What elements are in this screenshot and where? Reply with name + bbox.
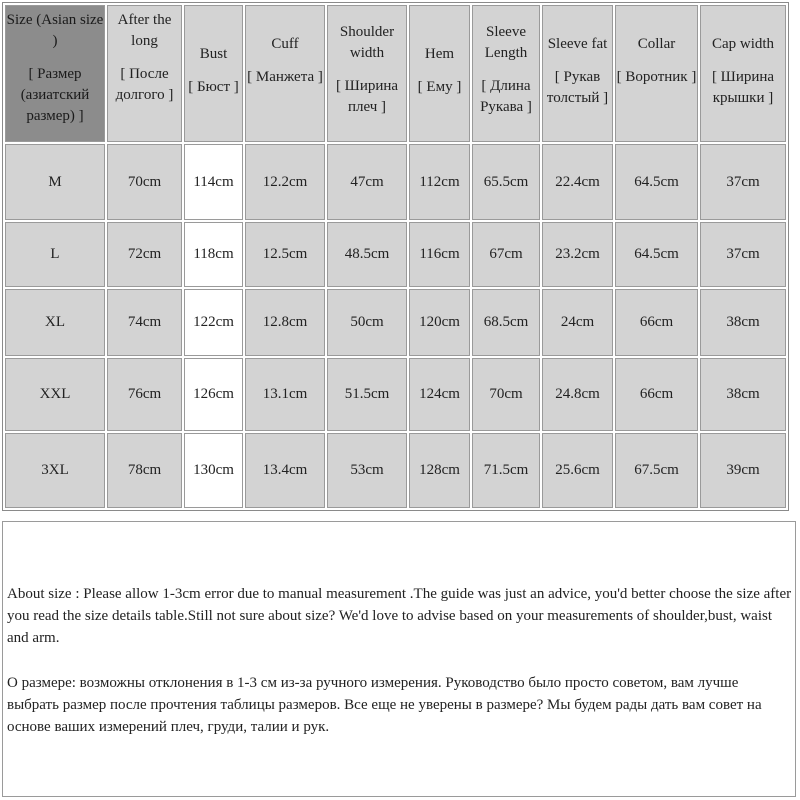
header-cap-width-en: Cap width xyxy=(711,36,775,52)
header-cap-width-ru: [ Ширина крышки ] xyxy=(711,69,775,106)
header-cuff xyxy=(245,5,325,142)
size-cell: 3XL xyxy=(5,433,105,508)
cap-width-cell: 38cm xyxy=(700,289,786,356)
table-row xyxy=(5,433,786,508)
collar-cell: 66cm xyxy=(615,358,698,431)
collar-cell: 64.5cm xyxy=(615,222,698,287)
sleeve-length-cell: 65.5cm xyxy=(472,144,540,220)
sleeve-fat-cell: 24.8cm xyxy=(542,358,613,431)
header-bust-en: Bust xyxy=(199,46,228,62)
after-the-long-cell: 76cm xyxy=(107,358,182,431)
sleeve-fat-cell: 23.2cm xyxy=(542,222,613,287)
header-collar xyxy=(615,5,698,142)
cuff-cell: 13.4cm xyxy=(245,433,325,508)
bust-cell: 118cm xyxy=(184,222,243,287)
header-row xyxy=(5,5,786,142)
bust-cell: 122cm xyxy=(184,289,243,356)
header-shoulder-width-en: Shoulder width xyxy=(339,24,395,61)
header-bust-ru: [ Бюст ] xyxy=(188,79,239,95)
sleeve-fat-cell: 25.6cm xyxy=(542,433,613,508)
after-the-long-cell: 70cm xyxy=(107,144,182,220)
header-size xyxy=(5,5,105,142)
sleeve-length-cell: 67cm xyxy=(472,222,540,287)
sleeve-length-cell: 71.5cm xyxy=(472,433,540,508)
shoulder-width-cell: 50cm xyxy=(327,289,407,356)
sleeve-fat-cell: 24cm xyxy=(542,289,613,356)
cap-width-cell: 38cm xyxy=(700,358,786,431)
header-cap-width xyxy=(700,5,786,142)
collar-cell: 67.5cm xyxy=(615,433,698,508)
size-cell: XL xyxy=(5,289,105,356)
header-shoulder-width xyxy=(327,5,407,142)
hem-cell: 120cm xyxy=(409,289,470,356)
header-shoulder-width-ru: [ Ширина плеч ] xyxy=(335,78,399,115)
header-hem-en: Hem xyxy=(424,46,455,62)
header-sleeve-fat-en: Sleeve fat xyxy=(547,36,608,52)
table-row xyxy=(5,144,786,220)
bust-cell: 114cm xyxy=(184,144,243,220)
after-the-long-cell: 72cm xyxy=(107,222,182,287)
size-note-russian: О размере: возможны отклонения в 1-3 см из-за ручного измерения. Руководство было просто советом, вам лучше выбрать размер после прочтения таблицы размеров. Все еще не уверены в размере? Мы будем рады дать вам совет на основе ваших измерений плеч, груди, талии и рук. xyxy=(7,675,762,735)
cap-width-cell: 37cm xyxy=(700,144,786,220)
cap-width-cell: 37cm xyxy=(700,222,786,287)
shoulder-width-cell: 47cm xyxy=(327,144,407,220)
table-row xyxy=(5,289,786,356)
sleeve-length-cell: 70cm xyxy=(472,358,540,431)
header-sleeve-fat xyxy=(542,5,613,142)
cuff-cell: 12.5cm xyxy=(245,222,325,287)
header-after-the-long-en: After the long xyxy=(117,12,172,49)
header-hem-ru: [ Ему ] xyxy=(417,79,462,95)
cap-width-cell: 39cm xyxy=(700,433,786,508)
header-cuff-ru: [ Манжета ] xyxy=(247,69,323,85)
cuff-cell: 12.8cm xyxy=(245,289,325,356)
header-collar-en: Collar xyxy=(637,36,676,52)
sleeve-fat-cell: 22.4cm xyxy=(542,144,613,220)
bust-cell: 130cm xyxy=(184,433,243,508)
after-the-long-cell: 74cm xyxy=(107,289,182,356)
size-note-box xyxy=(2,521,796,797)
hem-cell: 112cm xyxy=(409,144,470,220)
size-chart-table xyxy=(2,2,789,511)
header-sleeve-length-en: Sleeve Length xyxy=(484,24,528,61)
size-cell: XXL xyxy=(5,358,105,431)
cuff-cell: 13.1cm xyxy=(245,358,325,431)
size-cell: L xyxy=(5,222,105,287)
header-collar-ru: [ Воротник ] xyxy=(616,69,697,85)
header-sleeve-fat-ru: [ Рукав толстый ] xyxy=(546,69,609,106)
table-row xyxy=(5,222,786,287)
header-bust xyxy=(184,5,243,142)
collar-cell: 66cm xyxy=(615,289,698,356)
shoulder-width-cell: 51.5cm xyxy=(327,358,407,431)
table-row xyxy=(5,358,786,431)
header-cuff-en: Cuff xyxy=(271,36,299,52)
hem-cell: 116cm xyxy=(409,222,470,287)
hem-cell: 124cm xyxy=(409,358,470,431)
sleeve-length-cell: 68.5cm xyxy=(472,289,540,356)
header-hem xyxy=(409,5,470,142)
cuff-cell: 12.2cm xyxy=(245,144,325,220)
shoulder-width-cell: 53cm xyxy=(327,433,407,508)
after-the-long-cell: 78cm xyxy=(107,433,182,508)
hem-cell: 128cm xyxy=(409,433,470,508)
header-after-the-long xyxy=(107,5,182,142)
header-sleeve-length xyxy=(472,5,540,142)
bust-cell: 126cm xyxy=(184,358,243,431)
size-cell: M xyxy=(5,144,105,220)
header-sleeve-length-ru: [ Длина Рукава ] xyxy=(480,78,532,115)
header-size-en: Size (Asian size ) xyxy=(6,12,104,49)
size-note-english: About size : Please allow 1-3cm error due to manual measurement .The guide was just an advice, you'd better choose the size after you read the size details table.Still not sure about size? We'd love to advise based on your measurements of shoulder,bust, waist and arm. xyxy=(7,586,792,646)
header-after-the-long-ru: [ После долгого ] xyxy=(115,66,174,103)
header-size-ru: [ Размер (азиатский размер) ] xyxy=(20,66,90,124)
collar-cell: 64.5cm xyxy=(615,144,698,220)
shoulder-width-cell: 48.5cm xyxy=(327,222,407,287)
